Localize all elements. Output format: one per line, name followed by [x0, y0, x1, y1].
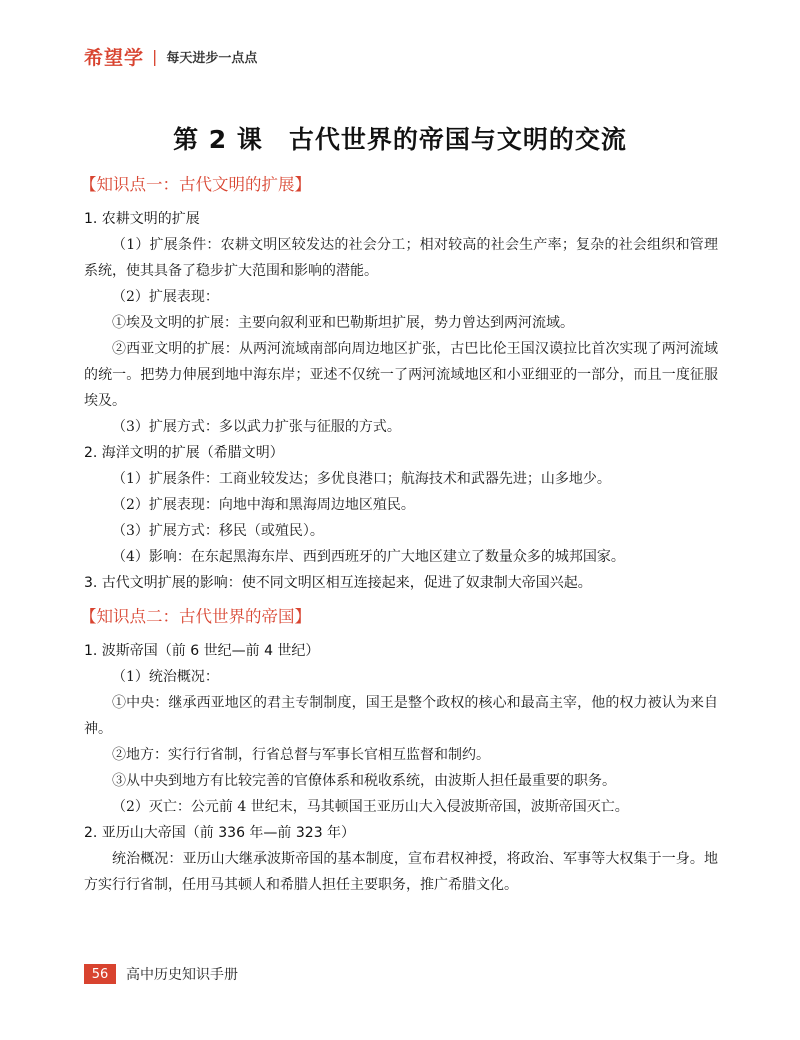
paragraph: ①埃及文明的扩展：主要向叙利亚和巴勒斯坦扩展，势力曾达到两河流域。	[112, 315, 574, 331]
page-header	[84, 42, 257, 70]
paragraph: （2）灭亡：公元前 4 世纪末，马其顿国王亚历山大入侵波斯帝国，波斯帝国灭亡。	[112, 799, 629, 815]
page-footer	[84, 964, 238, 984]
knowledge-point-1-heading: 【知识点一：古代文明的扩展】	[80, 175, 311, 194]
knowledge-point-2-heading: 【知识点二：古代世界的帝国】	[80, 607, 311, 626]
book-title: 高中历史知识手册	[126, 967, 238, 983]
section-3-line	[84, 570, 718, 596]
section-text: 使不同文明区相互连接起来，促进了奴隶制大帝国兴起。	[241, 575, 592, 591]
section-title: 1. 波斯帝国（前 6 世纪—前 4 世纪）	[84, 643, 320, 659]
paragraph: （3）扩展方式：多以武力扩张与征服的方式。	[112, 419, 401, 435]
paragraph: （2）扩展表现：	[112, 289, 219, 305]
header-slogan: 每天进步一点点	[166, 50, 258, 66]
paragraph: ③从中央到地方有比较完善的官僚体系和税收系统，由波斯人担任最重要的职务。	[112, 773, 616, 789]
brand-logo: 希望学	[84, 46, 145, 69]
page-number: 56	[84, 964, 116, 984]
paragraph: （2）扩展表现：向地中海和黑海周边地区殖民。	[112, 497, 415, 513]
paragraph: ②地方：实行行省制，行省总督与军事长官相互监督和制约。	[112, 747, 490, 763]
paragraph: （3）扩展方式：移民（或殖民）。	[112, 523, 324, 539]
paragraph: ①中央：继承西亚地区的君主专制制度，国王是整个政权的核心和最高主宰，他的权力被认为来自神。	[84, 695, 718, 737]
section-title: 3. 古代文明扩展的影响：	[84, 575, 242, 591]
header-separator: |	[152, 46, 158, 66]
paragraph: （1）扩展条件：工商业较发达；多优良港口；航海技术和武器先进；山多地少。	[112, 471, 611, 487]
section-title: 1. 农耕文明的扩展	[84, 211, 200, 227]
lesson-title-text: 古代世界的帝国与文明的交流	[288, 125, 627, 154]
main-content	[80, 170, 718, 898]
paragraph: （1）统治概况：	[112, 669, 219, 685]
paragraph: ②西亚文明的扩展：从两河流域南部向周边地区扩张，古巴比伦王国汉谟拉比首次实现了两河流域的统一。把势力伸展到地中海东岸；亚述不仅统一了两河流域地区和小亚细亚的一部分，而且一度征服埃及。	[84, 341, 718, 409]
section-title: 2. 亚历山大帝国（前 336 年—前 323 年）	[84, 825, 356, 841]
paragraph: （1）扩展条件：农耕文明区较发达的社会分工；相对较高的社会生产率；复杂的社会组织和管理系统，使其具备了稳步扩大范围和影响的潜能。	[84, 237, 718, 279]
paragraph: （4）影响：在东起黑海东岸、西到西班牙的广大地区建立了数量众多的城邦国家。	[112, 549, 625, 565]
section-title: 2. 海洋文明的扩展（希腊文明）	[84, 445, 284, 461]
lesson-title	[0, 120, 800, 156]
paragraph: 统治概况：亚历山大继承波斯帝国的基本制度，宣布君权神授，将政治、军事等大权集于一身。地方实行行省制，任用马其顿人和希腊人担任主要职务，推广希腊文化。	[84, 851, 718, 893]
lesson-number: 第 2 课	[173, 125, 263, 154]
